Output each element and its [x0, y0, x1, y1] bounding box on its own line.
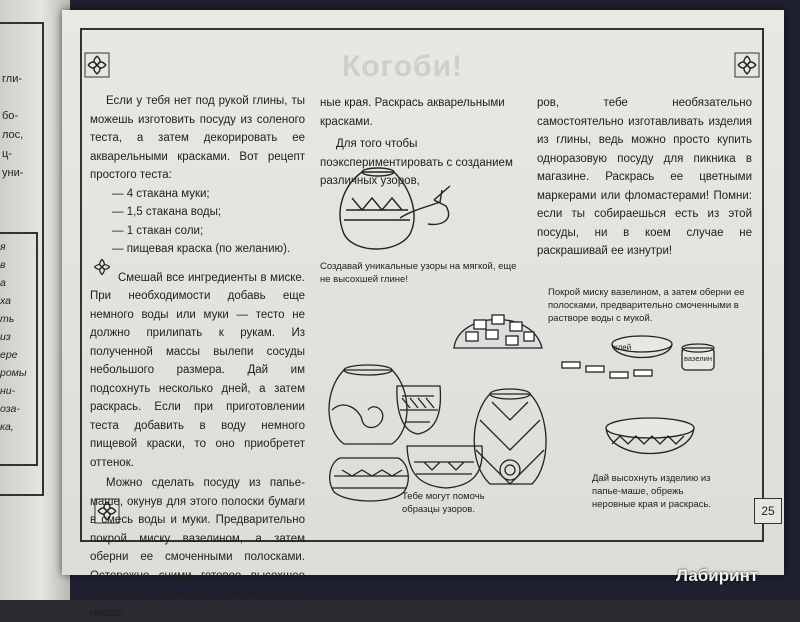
bowl-with-strips-drawing	[454, 315, 542, 348]
clay-pot-drawing	[340, 168, 450, 249]
caption-vaseline: Покрой миску вазелином, а затем оберни ее полосками, предварительно смоченными в растворе воды с мукой.	[548, 287, 745, 324]
caption-clay-patterns: Создавай уникальные узоры на мягкой, еще не высохшей глине!	[320, 261, 517, 285]
pattern-pots-drawing	[329, 365, 546, 501]
ingredient-item: — пищевая краска (по желанию).	[112, 243, 291, 255]
label-vaseline: вазелин	[684, 354, 712, 363]
finished-bowl-drawing	[606, 418, 694, 454]
ingredient-item: — 1,5 стакана воды;	[112, 206, 222, 218]
column-3-paragraph: ров, тебе необязательно самостоятельно изготавливать изделия из глины, ведь можно просто купить одноразовую посуду для пикника в магазине. Раскрась ее цветными маркерами или фломастерами! Помни: если ты собираешься есть из этой посуды, ни в коем случае не раскрашивай ее изнутри!	[537, 97, 752, 257]
intro-paragraph: Если у тебя нет под рукой глины, ты можешь изготовить посуду из соленого теста, а затем декорировать ее акварельными красками. Вот рецепт простого теста:	[90, 95, 305, 181]
papier-mache-paragraph: Можно сделать посуду из папье-маше, окунув для этого полоски бумаги в смесь воды и муки. Предварительно покрой миску вазелином, а затем оберни ее смоченными полосками. Осторожно сними готовое высохшее изделие и с помощью ножниц обрежь неров-	[90, 477, 305, 619]
mixing-paragraph: Смешай все ингредиенты в миске. При необходимости добавь еще немного воды или муки — тесто не должно прилипать к рукам. Из полученной массы вылепи сосуды небольшого размера. Дай им подсохнуть несколько дней, а затем раскрась. Если при приготовлении теста добавить в воду немного пищевой краски, то оно приобретет оттенок.	[90, 271, 305, 469]
ingredient-item: — 1 стакан соли;	[112, 224, 204, 237]
watermark-logo: Лабиринт	[676, 566, 759, 585]
label-glue: клей	[614, 343, 632, 352]
faint-heading-showthrough: Когоби!	[342, 50, 464, 83]
previous-page-edge	[0, 0, 70, 600]
previous-page-text: гли- бо- лос, ц- уни-	[2, 73, 24, 179]
caption-patterns: Тебе могут помочь образцы узоров.	[402, 491, 485, 515]
page-number: 25	[754, 498, 782, 524]
previous-page-italic-box: я в а ха ть из ере ромы ни- оза- ка,	[0, 232, 38, 466]
column-2-paragraph-2: Для того чтобы поэкспериментировать с созданием различных узоров,	[320, 138, 513, 187]
caption-trim: Дай высохнуть изделию из папье-маше, обрежь неровные края и раскрась.	[592, 473, 711, 510]
column-2-paragraph-1: ные края. Раскрась акварельными красками.	[320, 97, 505, 128]
ingredient-item: — 4 стакана муки;	[112, 187, 210, 200]
